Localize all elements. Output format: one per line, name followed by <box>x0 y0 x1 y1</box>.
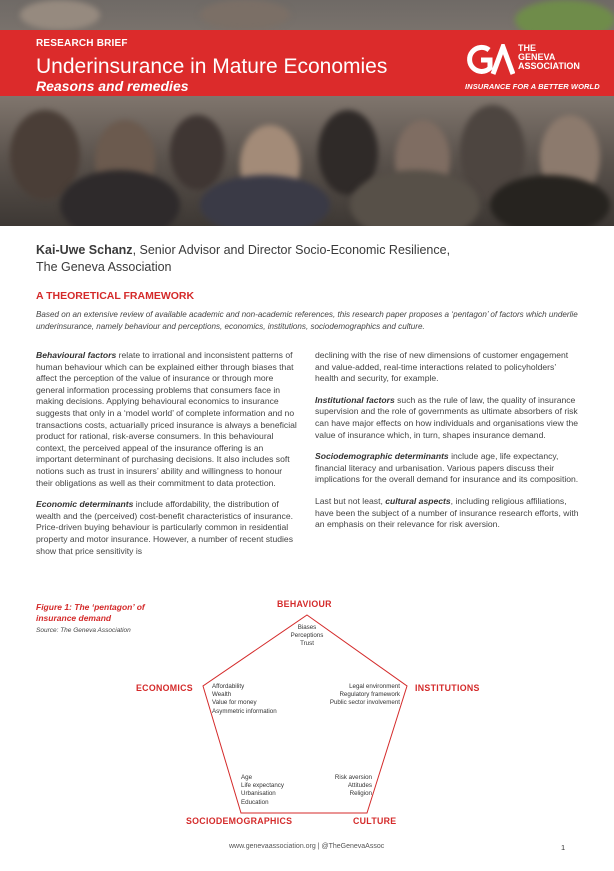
geneva-association-logo <box>465 44 605 94</box>
pentagon-item: Risk aversion <box>334 774 372 781</box>
paragraph-text: such as the rule of law, the quality of insurance supervision and the role of governments as ultimate absorbers of risk can have major effects on how individuals and organisations view the value of insurance which, in turn, shapes insurance demand. <box>315 394 579 440</box>
page-number: 1 <box>561 843 566 852</box>
paragraph-lead: Behavioural factors <box>36 350 117 360</box>
author-role: , Senior Advisor and Director Socio-Economic Resilience, <box>132 243 451 257</box>
paragraph-prefix: Last but not least, <box>315 495 386 506</box>
logo-tagline: INSURANCE FOR A BETTER WORLD <box>465 82 600 91</box>
author-name: Kai-Uwe Schanz <box>36 243 133 257</box>
logo-text-the: THE <box>518 43 536 53</box>
pentagon-item: Affordability <box>212 683 245 690</box>
document-subtitle: Reasons and remedies <box>36 78 189 94</box>
pentagon-items-economics <box>212 683 277 716</box>
document-type-label: RESEARCH BRIEF <box>36 38 128 49</box>
section-intro: Based on an extensive review of available academic and non-academic references, this research paper proposes a ‘pentagon’ of factors which underlie underinsurance, namely behaviour and perceptions, economics, institutions, sociodemographics and culture. <box>36 310 578 331</box>
pentagon-item: Legal environment <box>349 683 400 690</box>
pentagon-items-institutions <box>318 683 400 708</box>
paragraph-lead: Institutional factors <box>315 394 395 405</box>
pentagon-item: Biases <box>297 624 317 631</box>
pentagon-item: Regulatory framework <box>339 691 400 699</box>
pentagon-items-behaviour <box>285 624 329 649</box>
pentagon-label-economics: ECONOMICS <box>136 683 193 693</box>
paragraph-text: include affordability, the distribution of wealth and the (perceived) cost-benefit characteristics of insurance. Price-driven buying behaviour is particularly common in residential property and motor insurance. However, a number of recent studies show that price sensitivity is <box>36 499 293 556</box>
pentagon-item: Perceptions <box>290 632 324 640</box>
pentagon-label-culture: CULTURE <box>353 816 397 826</box>
paragraph-lead: Economic determinants <box>36 499 134 510</box>
logo-text-geneva: GENEVA <box>518 52 556 62</box>
paragraph-continuation <box>315 350 580 385</box>
paragraph-sociodemographic <box>315 451 580 486</box>
pentagon-item: Attitudes <box>347 782 372 790</box>
author-organisation: The Geneva Association <box>36 260 172 274</box>
paragraph-text: , including religious affiliations, have been the subject of a number of insurance research efforts, with an emphasis on their relevance for risk aversion. <box>315 495 579 530</box>
paragraph-text: declining with the rise of new dimensions of customer engagement and value-added, real-time interactions related to policyholders’ health and security, for example. <box>315 350 569 384</box>
pentagon-item: Value for money <box>212 699 257 707</box>
pentagon-item: Life expectancy <box>241 782 284 790</box>
pentagon-item: Public sector involvement <box>329 699 400 707</box>
pentagon-item: Urbanisation <box>241 790 276 798</box>
right-column <box>315 350 580 541</box>
paragraph-lead: cultural aspects <box>385 495 451 506</box>
pentagon-items-culture <box>320 774 372 799</box>
footer-website: www.genevaassociation.org | @TheGenevaAssoc <box>229 843 385 850</box>
figure-source: Source: The Geneva Association <box>36 627 131 634</box>
author-block <box>36 242 576 276</box>
figure-title: Figure 1: The ‘pentagon’ of insurance demand <box>36 602 145 623</box>
pentagon-item: Wealth <box>212 691 232 699</box>
logo-text-association: ASSOCIATION <box>518 61 580 71</box>
paragraph-economic <box>36 499 301 557</box>
pentagon-item: Age <box>241 774 253 781</box>
paragraph-lead: Sociodemographic determinants <box>315 451 449 462</box>
ga-logo-icon <box>465 44 515 76</box>
pentagon-item: Asymmetric information <box>212 707 277 715</box>
pentagon-item: Education <box>241 798 269 806</box>
paragraph-institutional <box>315 395 580 441</box>
paragraph-cultural <box>315 496 580 531</box>
document-title: Underinsurance in Mature Economies <box>36 55 388 78</box>
pentagon-label-behaviour: BEHAVIOUR <box>277 599 332 609</box>
left-column <box>36 350 301 567</box>
section-heading: A THEORETICAL FRAMEWORK <box>36 290 195 302</box>
paragraph-behavioural <box>36 350 301 489</box>
paragraph-text: include age, life expectancy, financial literacy and urbanisation. Various papers discuss their implications for the overall demand for insurance and its composition. <box>315 451 579 485</box>
pentagon-items-sociodemographics <box>241 774 284 807</box>
pentagon-label-institutions: INSTITUTIONS <box>415 683 480 693</box>
pentagon-label-sociodemographics: SOCIODEMOGRAPHICS <box>186 816 293 826</box>
pentagon-item: Religion <box>349 790 372 798</box>
pentagon-item: Trust <box>300 640 314 648</box>
paragraph-text: relate to irrational and inconsistent patterns of human behaviour which can be explained either through biases that affect the perception of the value of insurance or through more general information processing problems that consumers face in making decisions. Applying behavioural economics to insurance suggests that only in a ‘model world’ of complete information and no transactions costs, actuarially priced insurance is always a beneficial product for rational, risk-averse consumers. In this behavioural context, the perceived appeal of the insurance offering is an important determinant of purchasing decisions. It also includes soft notions such as trust in insurers’ ability and willingness to honour their obligations as well as their commitment to data protection. <box>36 350 297 488</box>
